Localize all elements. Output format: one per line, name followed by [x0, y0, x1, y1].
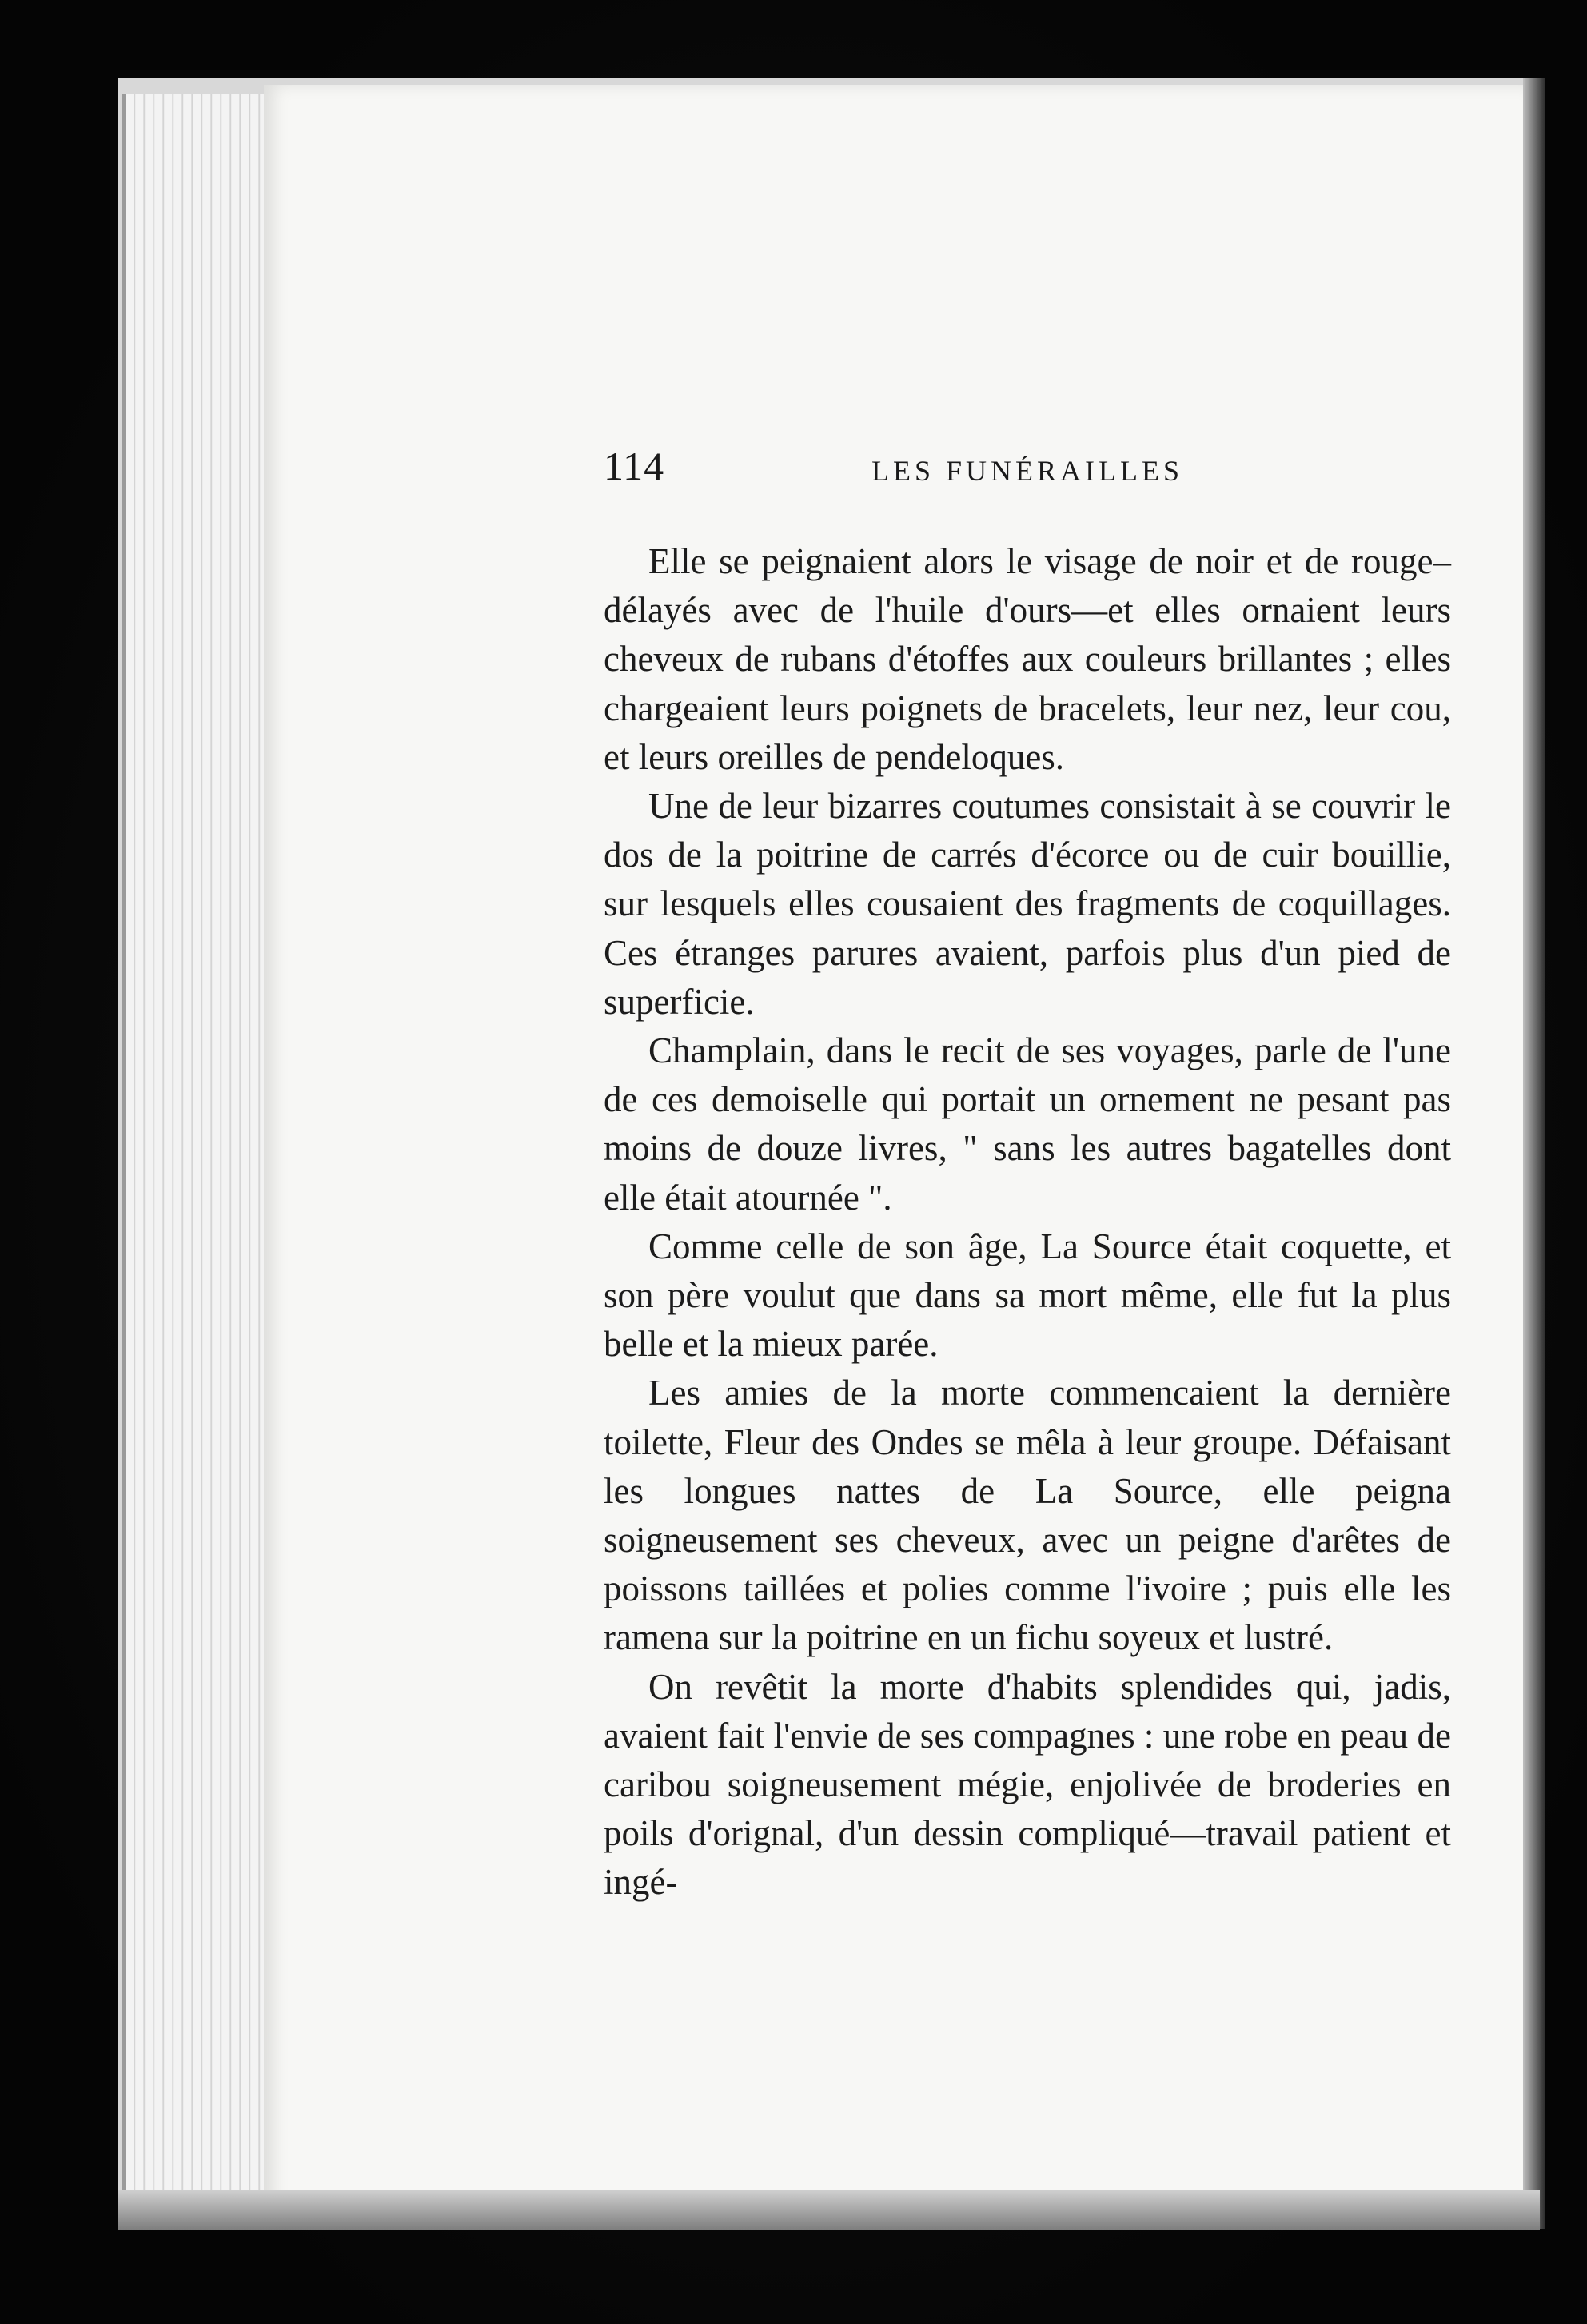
body-text — [604, 537, 1451, 1907]
paragraph: On revêtit la morte d'habits splendides qui, jadis, avaient fait l'envie de ses compagnes : une robe en peau de caribou soigneusement mégie, enjolivée de broderies en poils d'orignal, d'un dessin compliqué—travail patient et ingé- — [604, 1666, 1451, 1903]
paragraph: Comme celle de son âge, La Source était coquette, et son père voulut que dans sa mort même, elle fut la plus belle et la mieux parée. — [604, 1226, 1451, 1365]
paragraph: Les amies de la morte commencaient la dernière toilette, Fleur des Ondes se mêla à leur groupe. Défaisant les longues nattes de La Source, elle peigna soigneusement ses cheveux, avec un peigne d'arêtes de poissons taillées et polies comme l'ivoire ; puis elle les ramena sur la poitrine en un fichu soyeux et lustré. — [604, 1373, 1451, 1658]
running-title: LES FUNÉRAILLES — [871, 455, 1183, 487]
page-header — [604, 440, 1451, 512]
paragraph: Elle se peignaient alors le visage de noir et de rouge–délayés avec de l'huile d'ours—et elles ornaient leurs cheveux de rubans d'étoffes aux couleurs brillantes ; elles chargeaient leurs poignets de bracelets, leur nez, leur cou, et leurs oreilles de pendeloques. — [604, 541, 1451, 777]
book-bottom-edge — [118, 2190, 1540, 2230]
paragraph: Champlain, dans le recit de ses voyages, parle de l'une de ces demoiselle qui portait un ornement ne pesant pas moins de douze livres, " sans les autres bagatelles dont elle était atournée ". — [604, 1030, 1451, 1218]
page-shadow — [1523, 78, 1545, 2229]
paragraph: Une de leur bizarres coutumes consistait à se couvrir le dos de la poitrine de carrés d'écorce ou de cuir bouillie, sur lesquels elles cousaient des fragments de coquillages. Ces étranges parures avaient, parfois plus d'un pied de superficie. — [604, 786, 1451, 1022]
page-edges — [122, 94, 278, 2205]
page-number: 114 — [604, 444, 665, 488]
